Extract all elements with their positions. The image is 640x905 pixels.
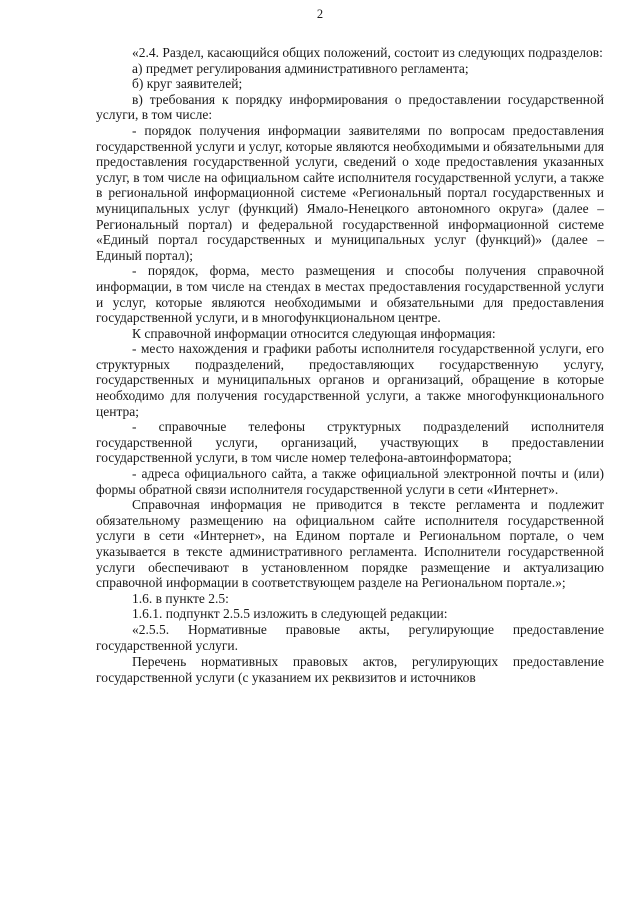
- paragraph: Перечень нормативных правовых актов, регулирующих предоставление государственной услуги (с указанием их реквизитов и источников: [96, 654, 604, 685]
- paragraph: «2.4. Раздел, касающийся общих положений, состоит из следующих подразделов:: [132, 45, 603, 60]
- paragraph: 1.6. в пункте 2.5:: [132, 590, 229, 606]
- paragraph: - порядок, форма, место размещения и способы получения справочной информации, в том числе на стендах в местах предоставления государственной услуги и услуг, которые являются необходимыми и обязательными для предоставления государственной услуги, и в многофункциональном центре.: [96, 263, 604, 326]
- document-body: [96, 45, 604, 685]
- paragraph: - справочные телефоны структурных подразделений исполнителя государственной услуги, организаций, участвующих в предоставлении государственной услуги, в том числе номер телефона-автоинформатора;: [96, 419, 604, 466]
- paragraph: - адреса официального сайта, а также официальной электронной почты и (или) формы обратной связи исполнителя государственной услуги в сети «Интернет».: [96, 466, 604, 497]
- paragraph: б) круг заявителей;: [132, 76, 243, 92]
- paragraph: в) требования к порядку информирования о предоставлении государственной услуги, в том числе:: [96, 91, 604, 123]
- paragraph: - место нахождения и графики работы исполнителя государственной услуги, его структурных подразделений, предоставляющих государственную услугу, государственных и муниципальных органов и организаций, обращение в которые необходимо для получения государственной услуги, а также многофункционального центра;: [96, 341, 604, 419]
- paragraph: Справочная информация не приводится в тексте регламента и подлежит обязательному размещению на официальном сайте исполнителя государственной услуги в сети «Интернет», на Едином портале и Региональном портале, о чем указывается в тексте административного регламента. Исполнители государственной услуги обеспечивают в установленном порядке размещение и актуализацию справочной информации в соответствующем разделе на Региональном портале.»;: [96, 497, 604, 591]
- paragraph: а) предмет регулирования административного регламента;: [132, 60, 469, 76]
- page-number: 2: [316, 7, 324, 21]
- paragraph: К справочной информации относится следующая информация:: [132, 325, 496, 341]
- paragraph: 1.6.1. подпункт 2.5.5 изложить в следующей редакции:: [132, 606, 448, 622]
- paragraph: «2.5.5. Нормативные правовые акты, регулирующие предоставление государственной услуги.: [96, 621, 604, 653]
- paragraph: - порядок получения информации заявителями по вопросам предоставления государственной услуги и услуг, которые являются необходимыми и обязательными для предоставления государственной услуги, сведений о ходе предоставления указанных услуг, в том числе на официальном сайте исполнителя государственной услуги, а также в региональной информационной системе «Региональный портал государственных и муниципальных услуг (функций) Ямало-Ненецкого автономного округа» (далее – Региональный портал) и федеральной государственной информационной системе «Единый портал государственных и муниципальных услуг (функций)» (далее – Единый портал);: [96, 122, 604, 263]
